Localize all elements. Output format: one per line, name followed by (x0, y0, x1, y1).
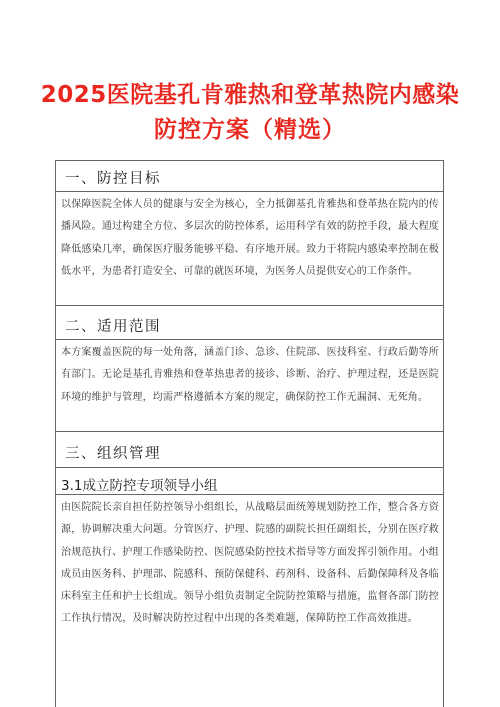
section-heading-scope: 二、适用范围 (65, 319, 161, 335)
section-body-goals: 以保障医院全体人员的健康与安全为核心，全力抵御基孔肯雅热和登革热在院内的传播风险。通过构建全方位、多层次的防控体系，运用科学有效的防控手段，最大程度降低感染几率，确保医疗服务能够平稳、有序地开展。致力于将院内感染率控制在极低水平，为患者打造安全、可靠的就医环境，为医务人员提供安心的工作条件。 (61, 199, 439, 277)
row-divider (56, 191, 443, 192)
section-body-scope: 本方案覆盖医院的每一处角落，涵盖门诊、急诊、住院部、医技科室、行政后勤等所有部门。无论是基孔肯雅热和登革热患者的接诊、诊断、治疗、护理过程，还是医院环境的维护与管理，均需严格遵循本方案的规定，确保防控工作无漏洞、无死角。 (61, 347, 439, 403)
section-heading-goals: 一、防控目标 (65, 171, 161, 187)
section-body-organization: 由医院院长亲自担任防控领导小组组长，从战略层面统筹规划防控工作，整合各方资源，协调解决重大问题。分管医疗、护理、院感的副院长担任副组长，分别在医疗救治规范执行、护理工作感染防控、医院感染防控技术指导等方面发挥引领作用。小组成员由医务科、护理部、院感科、预防保健科、药剂科、设备科、后勤保障科及各临床科室主任和护士长组成。领导小组负责制定全院防控策略与措施，监督各部门防控工作执行情况，及时解决防控过程中出现的各类难题，保障防控工作高效推进。 (61, 502, 439, 625)
row-divider (56, 339, 443, 340)
document-title-line-1: 2025医院基孔肯雅热和登革热院内感染 (40, 82, 460, 108)
subsection-heading-leadership-group: 3.1成立防控专项领导小组 (61, 478, 218, 494)
document-title-line-2: 防控方案（精选） (154, 117, 346, 143)
row-divider (56, 494, 443, 495)
row-divider (56, 467, 443, 468)
row-divider (56, 431, 443, 432)
row-divider (56, 305, 443, 306)
section-heading-organization: 三、组织管理 (65, 446, 161, 462)
content-table (55, 160, 444, 707)
